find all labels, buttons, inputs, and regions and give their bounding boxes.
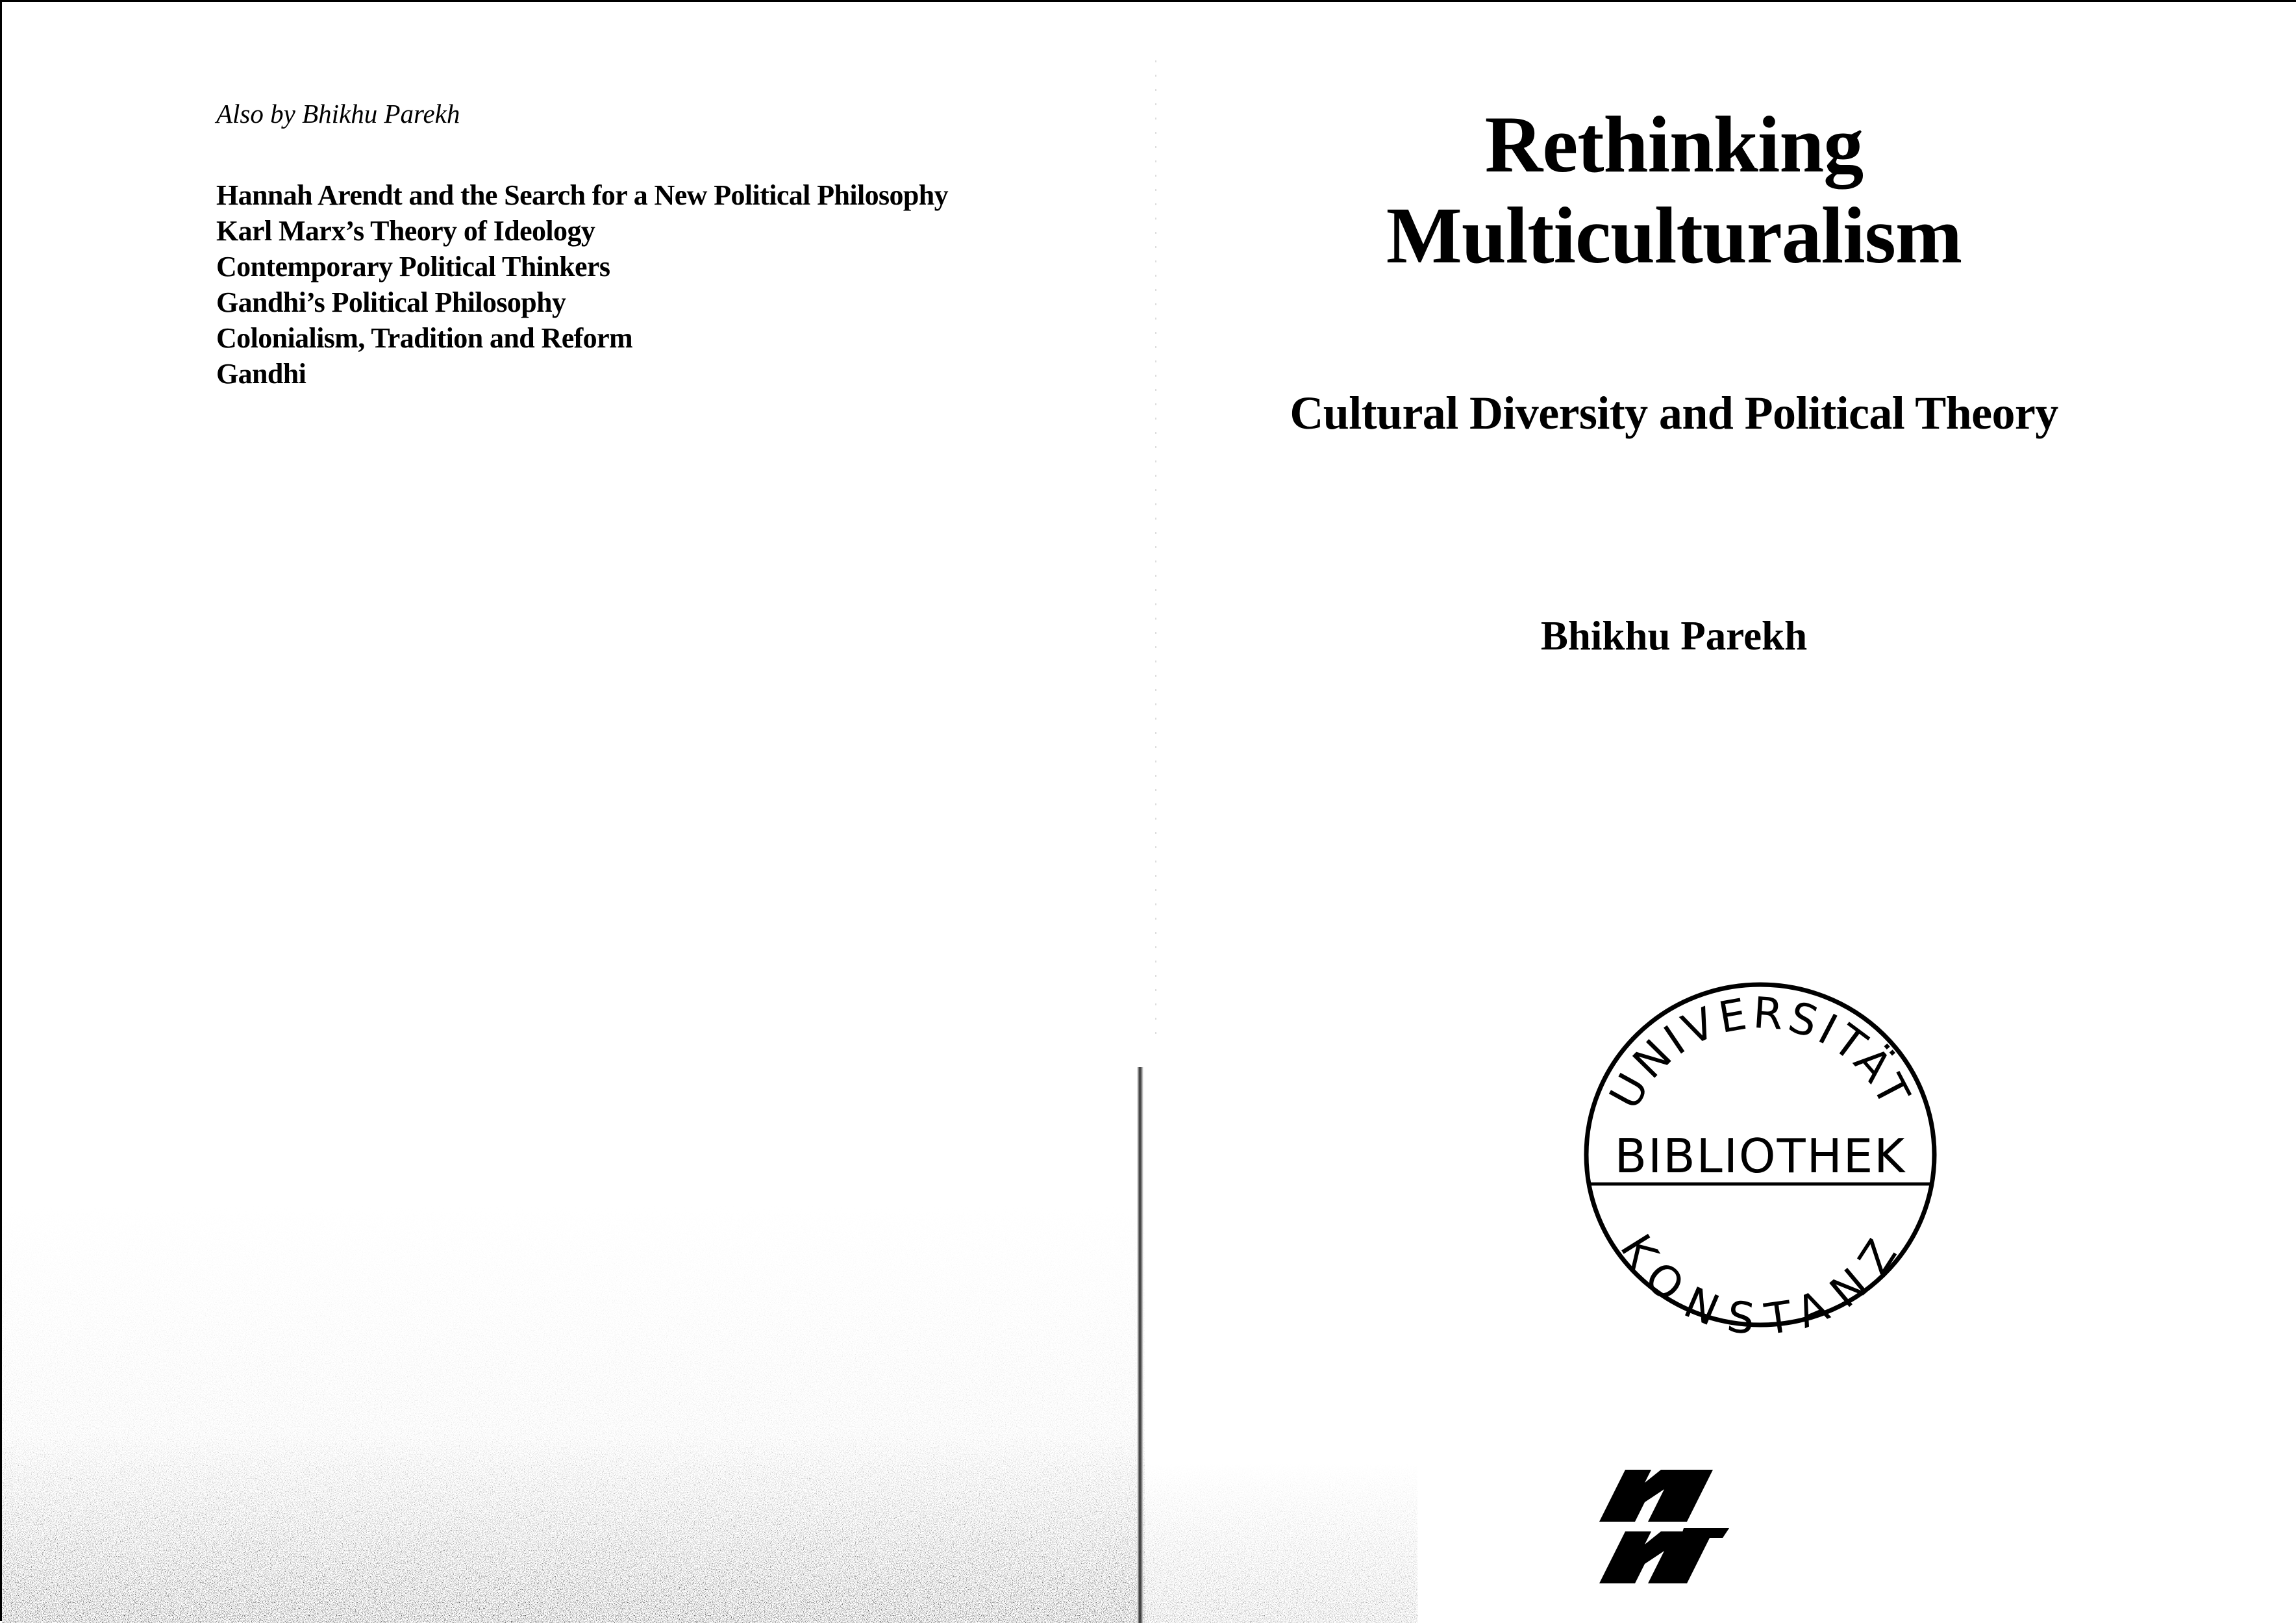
svg-text:KONSTANZ bbox=[1610, 1226, 1910, 1345]
book-title: Contemporary Political Thinkers bbox=[216, 251, 610, 283]
svg-text:UNIVERSITÄT bbox=[1600, 988, 1921, 1117]
also-by-heading: Also by Bhikhu Parekh bbox=[216, 99, 460, 129]
book-subtitle: Cultural Diversity and Political Theory bbox=[1290, 387, 2058, 439]
book-title: Gandhi’s Political Philosophy bbox=[216, 286, 566, 318]
gutter-shadow bbox=[1137, 1067, 1143, 1623]
library-stamp-icon bbox=[1566, 963, 1955, 1346]
book-title: Colonialism, Tradition and Reform bbox=[216, 322, 633, 354]
book-title: Gandhi bbox=[216, 358, 306, 390]
macmillan-logo-icon bbox=[1599, 1463, 1729, 1587]
stamp-middle-text: BIBLIOTHEK bbox=[1614, 1129, 1906, 1183]
book-title-main bbox=[1223, 99, 2125, 281]
title-line-1: Rethinking bbox=[1484, 100, 1864, 189]
books-list bbox=[216, 177, 948, 392]
book-title: Hannah Arendt and the Search for a New Political Philosophy bbox=[216, 179, 949, 211]
stamp-bottom-text: KONSTANZ bbox=[1610, 1226, 1910, 1346]
book-title: Karl Marx’s Theory of Ideology bbox=[216, 215, 595, 247]
stamp-top-text: UNIVERSITÄT bbox=[1599, 987, 1921, 1117]
gutter-fold-upper bbox=[1155, 60, 1156, 1035]
title-line-2: Multiculturalism bbox=[1386, 191, 1962, 280]
author-name: Bhikhu Parekh bbox=[1540, 613, 1808, 659]
